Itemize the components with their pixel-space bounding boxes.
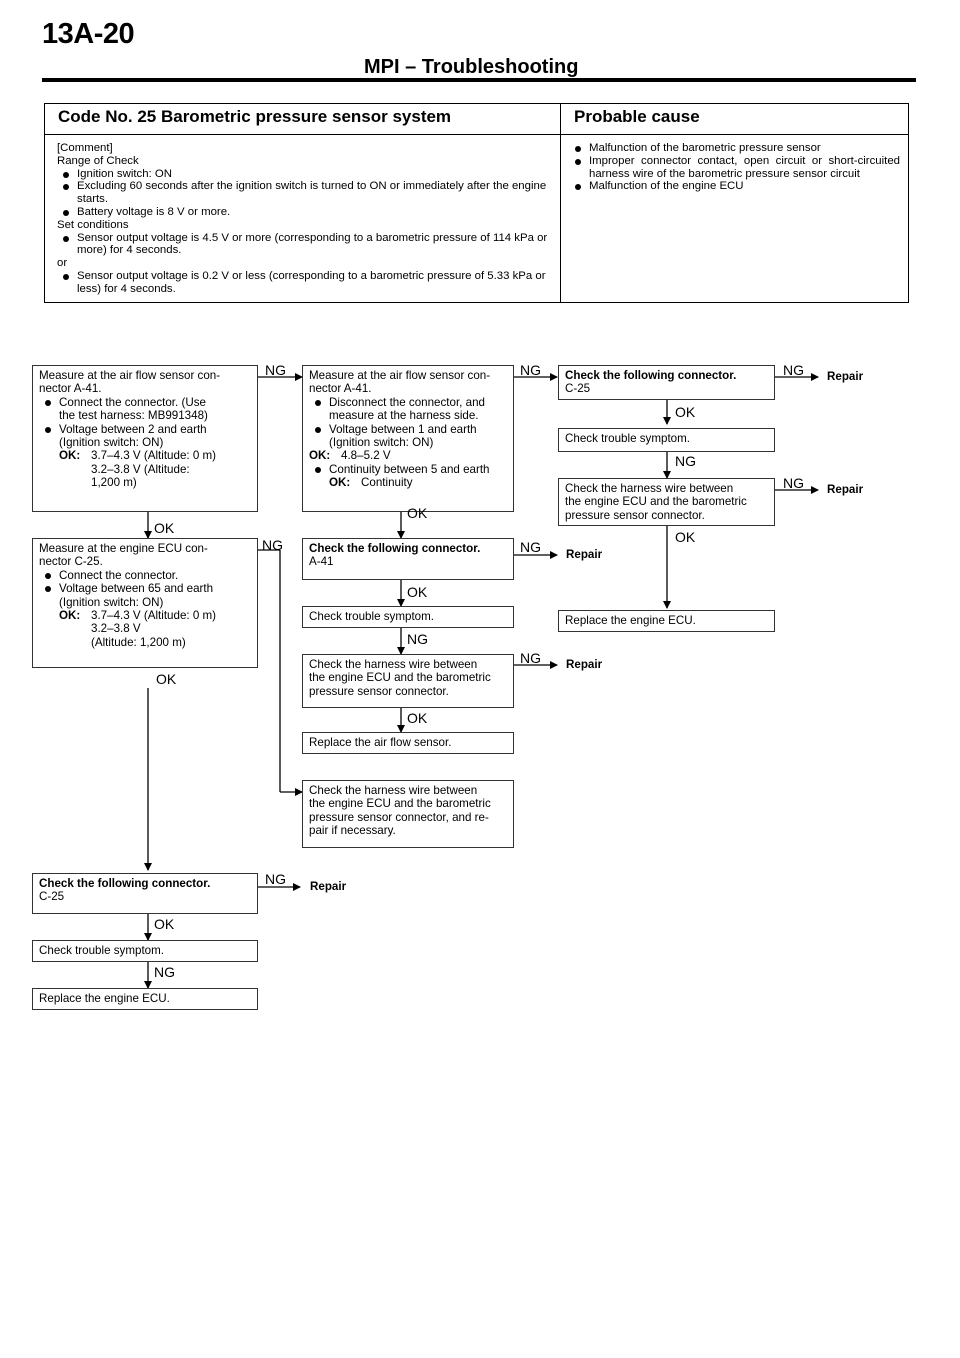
ng-label: NG [262, 537, 283, 553]
ok-value: 1,200 m) [91, 476, 137, 490]
ok-criteria [309, 449, 508, 462]
ok-label: OK [154, 916, 175, 932]
step-item [39, 582, 252, 609]
ok-value: Continuity [361, 476, 413, 490]
step-item [309, 396, 508, 423]
ng-label: NG [783, 475, 804, 491]
step-item-text: Connect the connector. (Use [59, 395, 206, 409]
ok-value: 3.2–3.8 V [91, 622, 141, 636]
ng-label: NG [675, 453, 696, 469]
cause-item: Malfunction of the barometric pressure sensor [569, 142, 900, 155]
step-text: Check the harness wire between [309, 784, 478, 797]
step-check-trouble-symptom: Check trouble symptom. [32, 940, 258, 962]
step-item-text: measure at the harness side. [329, 409, 479, 423]
ok-label: OK [407, 584, 428, 600]
step-text: pair if necessary. [309, 824, 396, 838]
step-text: C-25 [39, 890, 65, 904]
step-check-connector-c25 [32, 873, 258, 914]
or-label: or [57, 257, 68, 270]
range-label: Range of Check [57, 154, 139, 167]
ok-key: OK: [59, 609, 81, 623]
step-list [309, 463, 508, 476]
ok-values [91, 609, 216, 649]
comment-label: [Comment] [57, 142, 113, 154]
ng-label: NG [265, 871, 286, 887]
set-item: Sensor output voltage is 0.2 V or less (corresponding to a barometric pressure of 5.33 kPa or less) for 4 seconds. [57, 270, 560, 296]
step-text: the engine ECU and the barometric [309, 797, 491, 811]
ok-key: OK: [59, 449, 81, 463]
step-text: pressure sensor connector. [309, 684, 449, 698]
step-measure-air-flow-sensor [32, 365, 258, 512]
ok-value: (Altitude: 1,200 m) [91, 635, 186, 649]
step-list [39, 396, 252, 450]
repair-label: Repair [310, 880, 347, 893]
step-text: Check the harness wire between [309, 658, 478, 671]
set-conditions-label: Set conditions [57, 218, 129, 231]
ok-label: OK [407, 710, 428, 726]
code-heading: Code No. 25 Barometric pressure sensor system [45, 104, 561, 135]
step-measure-engine-ecu [32, 538, 258, 668]
step-text: Check the following connector. [565, 369, 737, 382]
cause-item: Malfunction of the engine ECU [569, 180, 900, 193]
cause-item: Improper connector contact, open circuit or short-circuited harness wire of the barometric pressure sensor circuit [569, 155, 900, 181]
ok-key: OK: [309, 449, 331, 463]
step-text: Check the harness wire between [565, 482, 734, 495]
range-item: Ignition switch: ON [57, 168, 560, 181]
step-item [39, 423, 252, 450]
repair-label: Repair [566, 548, 603, 561]
ng-label: NG [520, 362, 541, 378]
step-replace-air-flow-sensor: Replace the air flow sensor. [302, 732, 514, 754]
ok-value: 3.2–3.8 V (Altitude: [91, 462, 190, 476]
step-check-trouble-symptom: Check trouble symptom. [302, 606, 514, 628]
repair-label: Repair [566, 658, 603, 671]
step-check-harness-wire [558, 478, 775, 526]
step-text: Check the following connector. [309, 542, 481, 555]
ok-label: OK [407, 505, 428, 521]
step-text: Check the following connector. [39, 877, 211, 890]
page-title: MPI – Troubleshooting [364, 56, 579, 78]
ok-value: 3.7–4.3 V (Altitude: 0 m) [91, 449, 217, 463]
ok-label: OK [675, 529, 696, 545]
step-text: pressure sensor connector. [565, 508, 705, 522]
ng-label: NG [407, 631, 428, 647]
step-item-text: Disconnect the connector, and [329, 395, 485, 409]
range-item: Battery voltage is 8 V or more. [57, 206, 560, 219]
step-text: Measure at the engine ECU con- [39, 542, 208, 555]
ok-values [91, 449, 216, 489]
step-text: nector C-25. [39, 555, 103, 569]
step-check-connector-c25 [558, 365, 775, 400]
repair-label: Repair [827, 370, 864, 383]
ok-label: OK [154, 520, 175, 536]
step-item-text: (Ignition switch: ON) [59, 436, 164, 450]
page-number: 13A-20 [42, 18, 135, 50]
ng-label: NG [520, 539, 541, 555]
step-check-harness-wire [302, 654, 514, 708]
step-text: Measure at the air flow sensor con- [39, 369, 221, 382]
step-replace-engine-ecu: Replace the engine ECU. [32, 988, 258, 1010]
step-item-text: Voltage between 65 and earth [59, 582, 214, 596]
step-item [309, 423, 508, 450]
step-text: the engine ECU and the barometric [565, 495, 747, 509]
step-list [39, 569, 252, 609]
step-check-harness-repair [302, 780, 514, 848]
step-check-connector-a41 [302, 538, 514, 580]
ok-key: OK: [329, 476, 351, 490]
step-item [39, 396, 252, 423]
step-item: Connect the connector. [39, 569, 252, 582]
step-text: nector A-41. [309, 382, 372, 396]
range-item: Excluding 60 seconds after the ignition switch is turned to ON or immediately after the engine starts. [57, 180, 560, 206]
ok-label: OK [156, 671, 177, 687]
ng-label: NG [520, 650, 541, 666]
step-list [309, 396, 508, 450]
step-replace-engine-ecu: Replace the engine ECU. [558, 610, 775, 632]
step-item-text: Voltage between 2 and earth [59, 422, 207, 436]
step-item-text: (Ignition switch: ON) [329, 436, 434, 450]
step-text: the engine ECU and the barometric [309, 671, 491, 685]
ok-criteria [309, 476, 508, 489]
step-item: Continuity between 5 and earth [309, 463, 508, 476]
ok-criteria [39, 609, 252, 649]
step-item-text: Voltage between 1 and earth [329, 422, 477, 436]
ok-criteria [39, 449, 252, 489]
step-check-trouble-symptom: Check trouble symptom. [558, 428, 775, 452]
repair-label: Repair [827, 483, 864, 496]
step-measure-air-flow-harness [302, 365, 514, 512]
step-item-text: (Ignition switch: ON) [59, 595, 164, 609]
step-text: C-25 [565, 382, 591, 396]
ok-label: OK [675, 404, 696, 420]
step-text: Measure at the air flow sensor con- [309, 369, 491, 382]
ng-label: NG [154, 964, 175, 980]
step-text: nector A-41. [39, 382, 102, 396]
ok-value: 3.7–4.3 V (Altitude: 0 m) [91, 609, 217, 623]
ng-label: NG [265, 362, 286, 378]
step-item-text: the test harness: MB991348) [59, 409, 208, 423]
probable-cause-heading: Probable cause [561, 104, 909, 135]
step-text: pressure sensor connector, and re- [309, 810, 489, 824]
set-item: Sensor output voltage is 4.5 V or more (corresponding to a barometric pressure of 114 kPa or more) for 4 seconds. [57, 232, 560, 258]
ng-label: NG [783, 362, 804, 378]
step-text: A-41 [309, 555, 334, 569]
ok-value: 4.8–5.2 V [341, 449, 391, 463]
